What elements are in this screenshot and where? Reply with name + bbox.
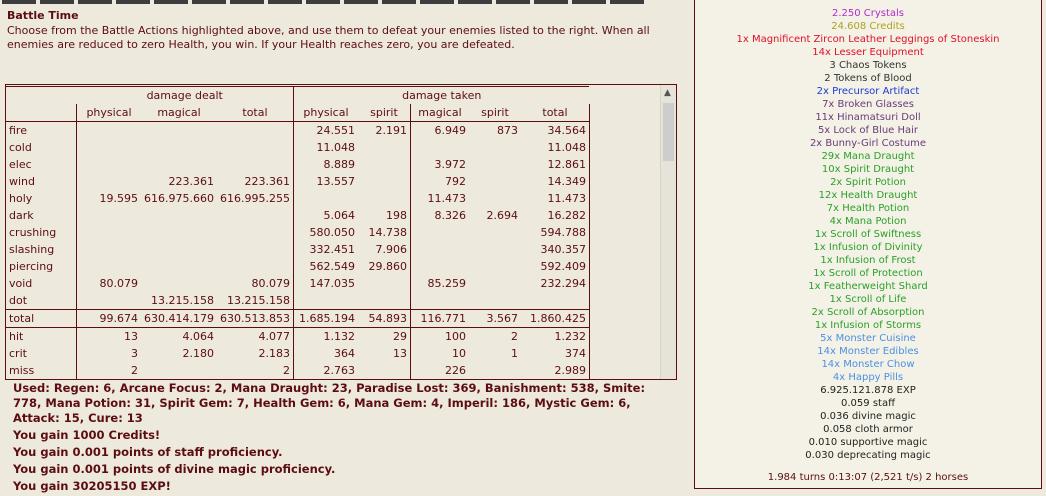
loot-item: 0.059 staff — [841, 398, 895, 409]
table-row — [6, 258, 589, 275]
loot-item: 4x Mana Potion — [829, 216, 907, 227]
loot-item: 5x Lock of Blue Hair — [817, 125, 919, 136]
table-cell: 6.949 — [434, 124, 466, 137]
table-cell: 223.361 — [217, 173, 293, 190]
table-cell: 99.674 — [77, 310, 142, 328]
table-row — [6, 122, 589, 140]
table-cell — [469, 275, 521, 292]
table-cell: 1.685.194 — [293, 310, 358, 328]
loot-item: 6.925.121.878 EXP — [820, 385, 916, 396]
table-cell: 2 — [217, 362, 293, 379]
table-cell: 80.079 — [99, 277, 138, 290]
table-cell: 11.473 — [427, 192, 466, 205]
loot-item: 1x Magnificent Zircon Leather Leggings of Stoneskin — [736, 34, 1000, 45]
loot-item: 2x Scroll of Absorption — [811, 307, 925, 318]
loot-item: 4x Happy Pills — [832, 372, 904, 383]
loot-item: 1x Scroll of Swiftness — [814, 229, 922, 240]
table-cell: 5.064 — [323, 209, 355, 222]
table-cell: 340.357 — [521, 241, 590, 258]
table-cell — [141, 258, 217, 275]
table-cell: 13 — [77, 328, 142, 346]
table-cell: 232.294 — [521, 275, 590, 292]
row-label: crit — [6, 345, 77, 362]
row-label: miss — [6, 362, 77, 379]
table-row — [6, 224, 589, 241]
table-cell: 13 — [358, 345, 411, 362]
table-cell: 85.259 — [427, 277, 466, 290]
battle-log — [13, 381, 663, 496]
table-cell: 19.595 — [99, 192, 138, 205]
table-cell — [77, 241, 142, 258]
table-cell — [217, 258, 293, 275]
table-cell — [141, 156, 217, 173]
damage-stats-panel[interactable] — [5, 84, 677, 380]
battle-title: Battle Time — [7, 9, 79, 22]
table-cell: 7.906 — [358, 241, 411, 258]
loot-item: 1x Featherweight Shard — [808, 281, 928, 292]
loot-item: 29x Mana Draught — [821, 151, 915, 162]
table-cell: 2.694 — [486, 209, 518, 222]
table-cell — [293, 292, 358, 310]
table-cell: 592.409 — [521, 258, 590, 275]
table-cell — [141, 275, 217, 292]
table-cell — [469, 292, 521, 310]
scroll-thumb[interactable] — [663, 103, 674, 161]
table-cell — [410, 241, 469, 258]
table-cell: 24.551 — [316, 124, 355, 137]
table-cell: 2.180 — [182, 347, 214, 360]
table-cell: 1.132 — [293, 328, 358, 346]
table-cell: 4.064 — [141, 328, 217, 346]
row-label-spacer — [6, 104, 77, 122]
table-row — [6, 362, 589, 379]
row-label: cold — [6, 139, 77, 156]
table-row — [6, 173, 589, 190]
column-header: spirit — [358, 104, 411, 122]
log-line: You gain 1000 Credits! — [13, 428, 161, 442]
loot-item: 0.036 divine magic — [820, 411, 916, 422]
table-cell — [217, 241, 293, 258]
table-cell: 4.077 — [217, 328, 293, 346]
table-cell: 11.048 — [316, 141, 355, 154]
loot-item: 2x Precursor Artifact — [816, 86, 920, 97]
loot-item: 0.010 supportive magic — [808, 437, 928, 448]
loot-item: 2x Spirit Potion — [830, 177, 906, 188]
row-label: elec — [6, 156, 77, 173]
battle-actions-bar[interactable] — [0, 0, 680, 5]
table-cell — [217, 207, 293, 224]
loot-item: 12x Health Draught — [818, 190, 918, 201]
row-label: fire — [6, 122, 77, 140]
scrollbar[interactable] — [660, 85, 676, 379]
table-cell: 792 — [444, 175, 466, 188]
table-cell — [77, 224, 142, 241]
table-cell: 11.048 — [521, 139, 590, 156]
table-cell: 223.361 — [168, 175, 214, 188]
table-cell — [217, 156, 293, 173]
table-cell — [410, 139, 469, 156]
loot-item: 1x Infusion of Divinity — [813, 242, 923, 253]
table-cell: 198 — [358, 207, 411, 224]
table-cell — [469, 362, 521, 379]
loot-item: 7x Health Potion — [826, 203, 910, 214]
table-cell: 13.557 — [316, 175, 355, 188]
table-cell — [410, 224, 469, 241]
table-cell: 80.079 — [217, 275, 293, 292]
column-header: magical — [418, 106, 462, 119]
battle-description: Choose from the Battle Actions highlighted above, and use them to defeat your enemies listed to the right. When all enemies are reduced to zero Health, you win. If your Health reaches zero, you are defeated. — [7, 24, 650, 51]
table-cell: 11.473 — [521, 190, 590, 207]
table-cell — [410, 292, 469, 310]
table-cell — [469, 190, 521, 207]
table-cell: 2 — [131, 364, 138, 377]
loot-item: 24.608 Credits — [831, 21, 905, 32]
loot-item: 7x Broken Glasses — [822, 99, 914, 110]
table-cell — [141, 139, 217, 156]
table-cell: 616.975.660 — [144, 192, 214, 205]
table-cell: 14.738 — [358, 224, 411, 241]
loot-item: 5x Monster Cuisine — [820, 333, 916, 344]
table-cell — [77, 122, 142, 140]
table-cell — [469, 173, 521, 190]
table-cell: 13.215.158 — [217, 292, 293, 310]
log-line: You gain 0.001 points of staff proficiency. — [13, 445, 283, 459]
table-cell: 616.995.255 — [217, 190, 293, 207]
table-cell — [217, 139, 293, 156]
table-cell — [521, 292, 590, 310]
column-header: total — [217, 104, 293, 122]
table-cell: 3 — [131, 347, 138, 360]
table-cell: 100 — [410, 328, 469, 346]
table-cell: 2.989 — [521, 362, 590, 379]
table-cell — [141, 362, 217, 379]
table-cell — [358, 156, 411, 173]
loot-item: 2x Bunny-Girl Costume — [809, 138, 927, 149]
row-label: dot — [6, 292, 77, 310]
table-cell: 1 — [510, 347, 518, 360]
table-cell — [77, 156, 142, 173]
table-cell — [293, 190, 358, 207]
row-label: void — [6, 275, 77, 292]
table-cell — [358, 190, 411, 207]
table-cell — [141, 224, 217, 241]
row-label: piercing — [6, 258, 77, 275]
table-cell: 2.183 — [217, 345, 293, 362]
table-cell — [358, 292, 411, 310]
damage-table — [6, 86, 590, 379]
loot-list — [695, 7, 1041, 462]
column-header: physical — [86, 106, 132, 119]
table-cell: 13.215.158 — [151, 294, 214, 307]
loot-item: 10x Spirit Draught — [821, 164, 915, 175]
table-cell — [358, 362, 411, 379]
table-cell: 8.889 — [323, 158, 355, 171]
loot-item: 1x Scroll of Protection — [813, 268, 923, 279]
table-cell: 29.860 — [358, 258, 411, 275]
table-cell: 34.564 — [521, 122, 590, 140]
table-cell: 54.893 — [358, 310, 411, 328]
table-cell: 8.326 — [434, 209, 466, 222]
column-header: total — [521, 104, 590, 122]
loot-item: 1x Scroll of Life — [829, 294, 907, 305]
row-label: slashing — [6, 241, 77, 258]
table-cell: 147.035 — [309, 277, 355, 290]
table-cell — [77, 207, 142, 224]
column-headers — [6, 104, 589, 122]
loot-item: 3 Chaos Tokens — [829, 60, 907, 71]
table-cell: 3.972 — [434, 158, 466, 171]
chevron-up-icon[interactable]: ▲ — [664, 88, 671, 98]
table-corner — [6, 87, 77, 105]
loot-item: 11x Hinamatsuri Doll — [815, 112, 921, 123]
group-header-taken: damage taken — [293, 87, 589, 105]
table-cell: 3.567 — [469, 310, 521, 328]
row-label: holy — [6, 190, 77, 207]
loot-item: 2.250 Crystals — [831, 8, 905, 19]
table-cell: 14.349 — [521, 173, 590, 190]
row-label: dark — [6, 207, 77, 224]
row-label: wind — [6, 173, 77, 190]
row-label: crushing — [6, 224, 77, 241]
table-row — [6, 345, 589, 362]
table-cell: 630.414.179 — [141, 310, 217, 328]
table-cell — [410, 258, 469, 275]
table-cell: 580.050 — [309, 226, 355, 239]
row-label: hit — [6, 328, 77, 346]
table-cell: 1.232 — [521, 328, 590, 346]
table-row — [6, 207, 589, 224]
log-line: Used: Regen: 6, Arcane Focus: 2, Mana Draught: 23, Paradise Lost: 369, Banishment: 538, Smite: 778, Mana Potion: 31, Spirit Gem: 7, Health Gem: 6, Mana Gem: 4, Imperil: 186, Mystic Gem: 6, Attack: 15, Cure: 13 — [13, 381, 646, 425]
table-cell — [141, 122, 217, 140]
table-cell: 2.191 — [358, 122, 411, 140]
table-cell — [469, 156, 521, 173]
loot-item: 1x Infusion of Storms — [814, 320, 922, 331]
table-cell: 16.282 — [521, 207, 590, 224]
turn-stats: 1.984 turns 0:13:07 (2,521 t/s) 2 horses — [767, 472, 969, 483]
table-row — [6, 275, 589, 292]
table-cell — [358, 139, 411, 156]
table-cell: 29 — [358, 328, 411, 346]
loot-item: 0.058 cloth armor — [823, 424, 913, 435]
loot-item: 2 Tokens of Blood — [824, 73, 912, 84]
table-cell — [141, 207, 217, 224]
table-row — [6, 156, 589, 173]
table-row — [6, 241, 589, 258]
column-header: spirit — [481, 106, 509, 119]
table-cell — [217, 224, 293, 241]
table-cell: 116.771 — [410, 310, 469, 328]
table-cell — [469, 224, 521, 241]
table-cell: 12.861 — [521, 156, 590, 173]
table-cell: 630.513.853 — [217, 310, 293, 328]
row-label: total — [6, 310, 77, 328]
table-cell: 332.451 — [309, 243, 355, 256]
table-cell: 873 — [496, 124, 518, 137]
table-cell: 594.788 — [521, 224, 590, 241]
table-cell — [77, 173, 142, 190]
group-header-dealt: damage dealt — [77, 87, 294, 105]
table-cell: 226 — [444, 364, 466, 377]
column-header: magical — [157, 106, 201, 119]
table-cell — [77, 139, 142, 156]
table-cell — [217, 122, 293, 140]
table-cell: 364 — [333, 347, 355, 360]
loot-item: 14x Lesser Equipment — [812, 47, 924, 58]
table-cell — [141, 241, 217, 258]
loot-item: 14x Monster Chow — [821, 359, 915, 370]
loot-item: 1x Infusion of Frost — [820, 255, 916, 266]
table-cell: 2.763 — [323, 364, 355, 377]
table-cell — [469, 241, 521, 258]
table-cell — [77, 292, 142, 310]
table-cell — [469, 258, 521, 275]
table-cell — [77, 258, 142, 275]
table-cell: 1.860.425 — [521, 310, 590, 328]
table-cell — [358, 173, 411, 190]
log-line: You gain 0.001 points of divine magic proficiency. — [13, 462, 336, 476]
table-cell: 2 — [469, 328, 521, 346]
table-row — [6, 139, 589, 156]
table-cell — [358, 275, 411, 292]
loot-item: 0.030 deprecating magic — [805, 450, 931, 461]
table-row — [6, 328, 589, 346]
table-cell: 374 — [521, 345, 590, 362]
table-row — [6, 310, 589, 328]
loot-panel — [694, 0, 1042, 489]
log-line: You gain 30205150 EXP! — [13, 479, 171, 493]
table-cell: 10 — [451, 347, 466, 360]
table-row — [6, 292, 589, 310]
table-row — [6, 190, 589, 207]
loot-item: 14x Monster Edibles — [817, 346, 919, 357]
table-cell — [469, 139, 521, 156]
column-header: physical — [303, 106, 349, 119]
table-cell: 562.549 — [309, 260, 355, 273]
